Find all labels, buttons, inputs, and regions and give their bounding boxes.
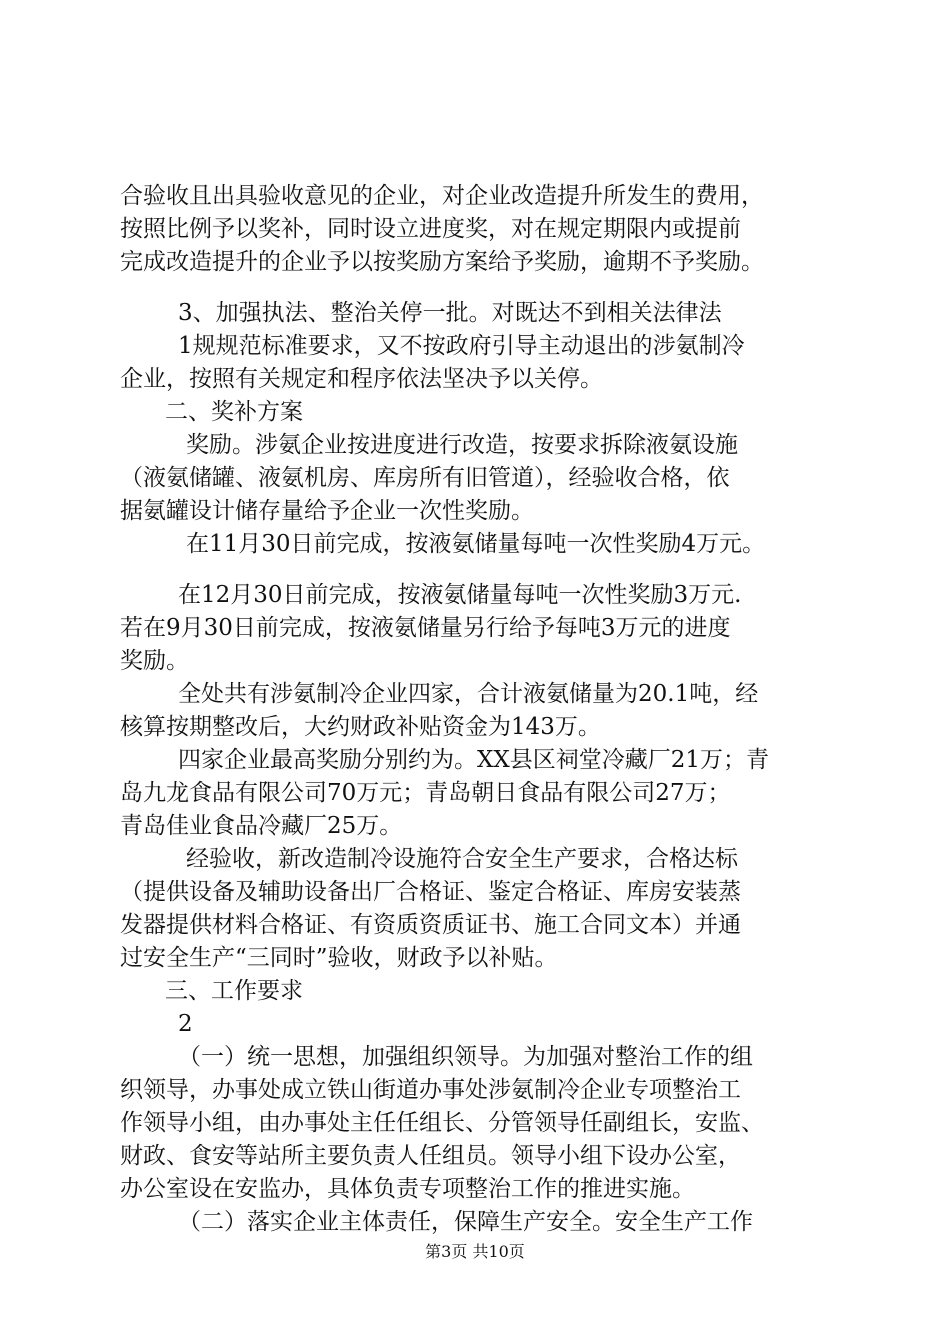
text-line: 岛九龙食品有限公司70万元；青岛朝日食品有限公司27万；	[120, 780, 731, 806]
text-line: 在12月30日前完成，按液氨储量每吨一次性奖励3万元.	[178, 582, 742, 608]
section-heading: 三、工作要求	[165, 978, 303, 1004]
text-line: 在11月30日前完成，按液氨储量每吨一次性奖励4万元。	[186, 531, 766, 557]
text-line: 过安全生产“三同时”验收，财政予以补贴。	[120, 945, 558, 971]
page-footer: 第3页 共10页	[425, 1242, 525, 1261]
text-line: 企业，按照有关规定和程序依法坚决予以关停。	[120, 366, 603, 392]
text-line: 财政、食安等站所主要负责人任组员。领导小组下设办公室，	[120, 1143, 741, 1169]
text-line: 据氨罐设计储存量给予企业一次性奖励。	[120, 498, 534, 524]
text-line: 1规规范标准要求，又不按政府引导主动退出的涉氨制冷	[178, 333, 745, 359]
text-line: 织领导，办事处成立铁山街道办事处涉氨制冷企业专项整治工	[120, 1077, 741, 1103]
text-line: （液氨储罐、液氨机房、库房所有旧管道），经验收合格，依	[120, 465, 730, 491]
text-line: （二）落实企业主体责任，保障生产安全。安全生产工作	[178, 1209, 753, 1235]
page-marker: 2	[178, 1011, 193, 1037]
text-line: （一）统一思想，加强组织领导。为加强对整治工作的组	[178, 1044, 753, 1070]
section-heading: 二、奖补方案	[165, 399, 303, 425]
text-line: 奖励。涉氨企业按进度进行改造，按要求拆除液氨设施	[186, 432, 738, 458]
text-line: 四家企业最高奖励分别约为。XX县区祠堂冷藏厂21万；青	[178, 747, 770, 773]
text-line: 3、加强执法、整治关停一批。对既达不到相关法律法	[178, 300, 722, 326]
text-line: 青岛佳业食品冷藏厂25万。	[120, 813, 403, 839]
text-line: 经验收，新改造制冷设施符合安全生产要求，合格达标	[186, 846, 738, 872]
text-line: 合验收且出具验收意见的企业，对企业改造提升所发生的费用，	[120, 183, 764, 209]
text-line: 按照比例予以奖补，同时设立进度奖，对在规定期限内或提前	[120, 216, 741, 242]
text-line: 核算按期整改后，大约财政补贴资金为143万。	[120, 714, 601, 740]
text-line: 全处共有涉氨制冷企业四家，合计液氨储量为20.1吨，经	[178, 681, 759, 707]
text-line: 奖励。	[120, 648, 189, 674]
text-line: 作领导小组，由办事处主任任组长、分管领导任副组长，安监、	[120, 1110, 764, 1136]
text-line: 完成改造提升的企业予以按奖励方案给予奖励，逾期不予奖励。	[120, 249, 764, 275]
text-line: （提供设备及辅助设备出厂合格证、鉴定合格证、库房安装蒸	[120, 879, 741, 905]
text-line: 办公室设在安监办，具体负责专项整治工作的推进实施。	[120, 1176, 695, 1202]
text-line: 发器提供材料合格证、有资质资质证书、施工合同文本）并通	[120, 912, 741, 938]
text-line: 若在9月30日前完成，按液氨储量另行给予每吨3万元的进度	[120, 615, 731, 641]
